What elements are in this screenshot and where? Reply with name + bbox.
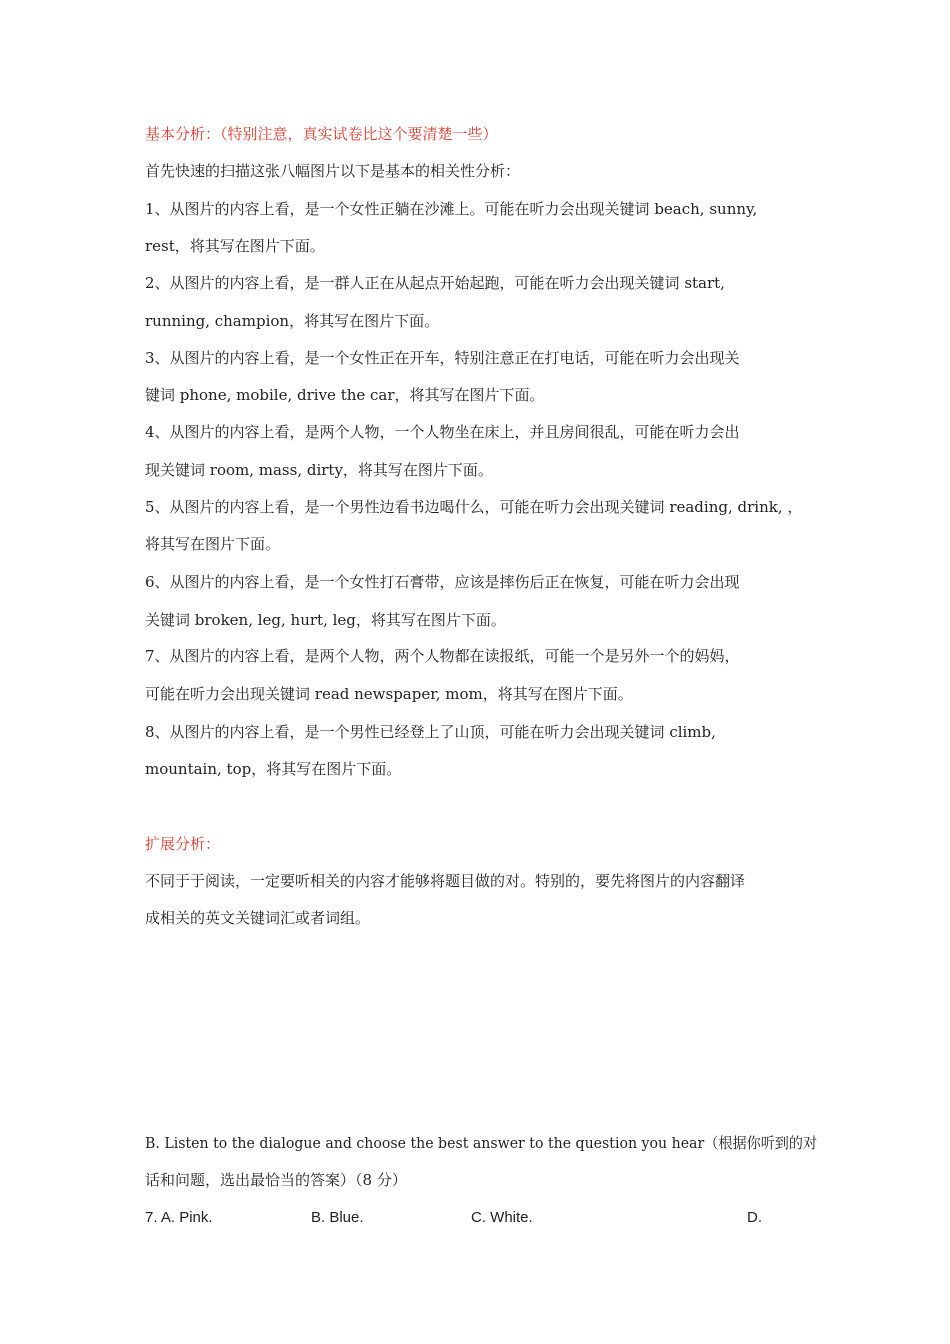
item-8-line-1: 8、从图片的内容上看，是一个男性已经登上了山顶，可能在听力会出现关键词 climb, bbox=[145, 723, 716, 741]
extended-analysis-heading: 扩展分析： bbox=[145, 835, 221, 853]
item-1-line-1: 1、从图片的内容上看，是一个女性正躺在沙滩上。可能在听力会出现关键词 beach, sunny, bbox=[145, 200, 758, 218]
section-b-instruction-line-1: B. Listen to the dialogue and choose the best answer to the question you hear（根据你听到的对 bbox=[145, 1134, 818, 1152]
item-2-line-1: 2、从图片的内容上看，是一群人正在从起点开始起跑，可能在听力会出现关键词 start, bbox=[145, 274, 725, 292]
question-7-option-b: B. Blue. bbox=[311, 1209, 364, 1226]
item-6-line-2: 关键词 broken, leg, hurt, leg，将其写在图片下面。 bbox=[145, 611, 506, 629]
extended-analysis-line-1: 不同于于阅读，一定要听相关的内容才能够将题目做的对。特别的，要先将图片的内容翻译 bbox=[145, 872, 746, 890]
item-4-line-1: 4、从图片的内容上看，是两个人物，一个人物坐在床上，并且房间很乱，可能在听力会出 bbox=[145, 423, 740, 441]
item-7-line-1: 7、从图片的内容上看，是两个人物，两个人物都在读报纸，可能一个是另外一个的妈妈， bbox=[145, 647, 740, 665]
item-5-line-1: 5、从图片的内容上看，是一个男性边看书边喝什么，可能在听力会出现关键词 reading, drink, ， bbox=[145, 498, 803, 516]
item-6-line-1: 6、从图片的内容上看，是一个女性打石膏带，应该是摔伤后正在恢复，可能在听力会出现 bbox=[145, 573, 740, 591]
section-b-instruction-line-2: 话和问题，选出最恰当的答案）（8 分） bbox=[145, 1171, 407, 1189]
item-1-line-2: rest，将其写在图片下面。 bbox=[145, 237, 325, 255]
question-7-option-c: C. White. bbox=[471, 1209, 533, 1226]
question-7-option-d: D. bbox=[747, 1209, 762, 1226]
item-3-line-1: 3、从图片的内容上看，是一个女性正在开车，特别注意正在打电话，可能在听力会出现关 bbox=[145, 349, 740, 367]
item-3-line-2: 键词 phone, mobile, drive the car，将其写在图片下面。 bbox=[145, 386, 545, 404]
item-8-line-2: mountain, top，将其写在图片下面。 bbox=[145, 760, 402, 778]
question-7-option-a: 7. A. Pink. bbox=[145, 1209, 213, 1226]
basic-analysis-heading: 基本分析：（特别注意，真实试卷比这个要清楚一些） bbox=[145, 125, 498, 143]
extended-analysis-line-2: 成相关的英文关键词汇或者词组。 bbox=[145, 909, 371, 927]
item-4-line-2: 现关键词 room, mass, dirty，将其写在图片下面。 bbox=[145, 461, 493, 479]
item-2-line-2: running, champion，将其写在图片下面。 bbox=[145, 312, 440, 330]
basic-analysis-intro: 首先快速的扫描这张八幅图片以下是基本的相关性分析： bbox=[145, 162, 521, 180]
item-5-line-2: 将其写在图片下面。 bbox=[145, 535, 281, 553]
item-7-line-2: 可能在听力会出现关键词 read newspaper, mom，将其写在图片下面。 bbox=[145, 685, 633, 703]
